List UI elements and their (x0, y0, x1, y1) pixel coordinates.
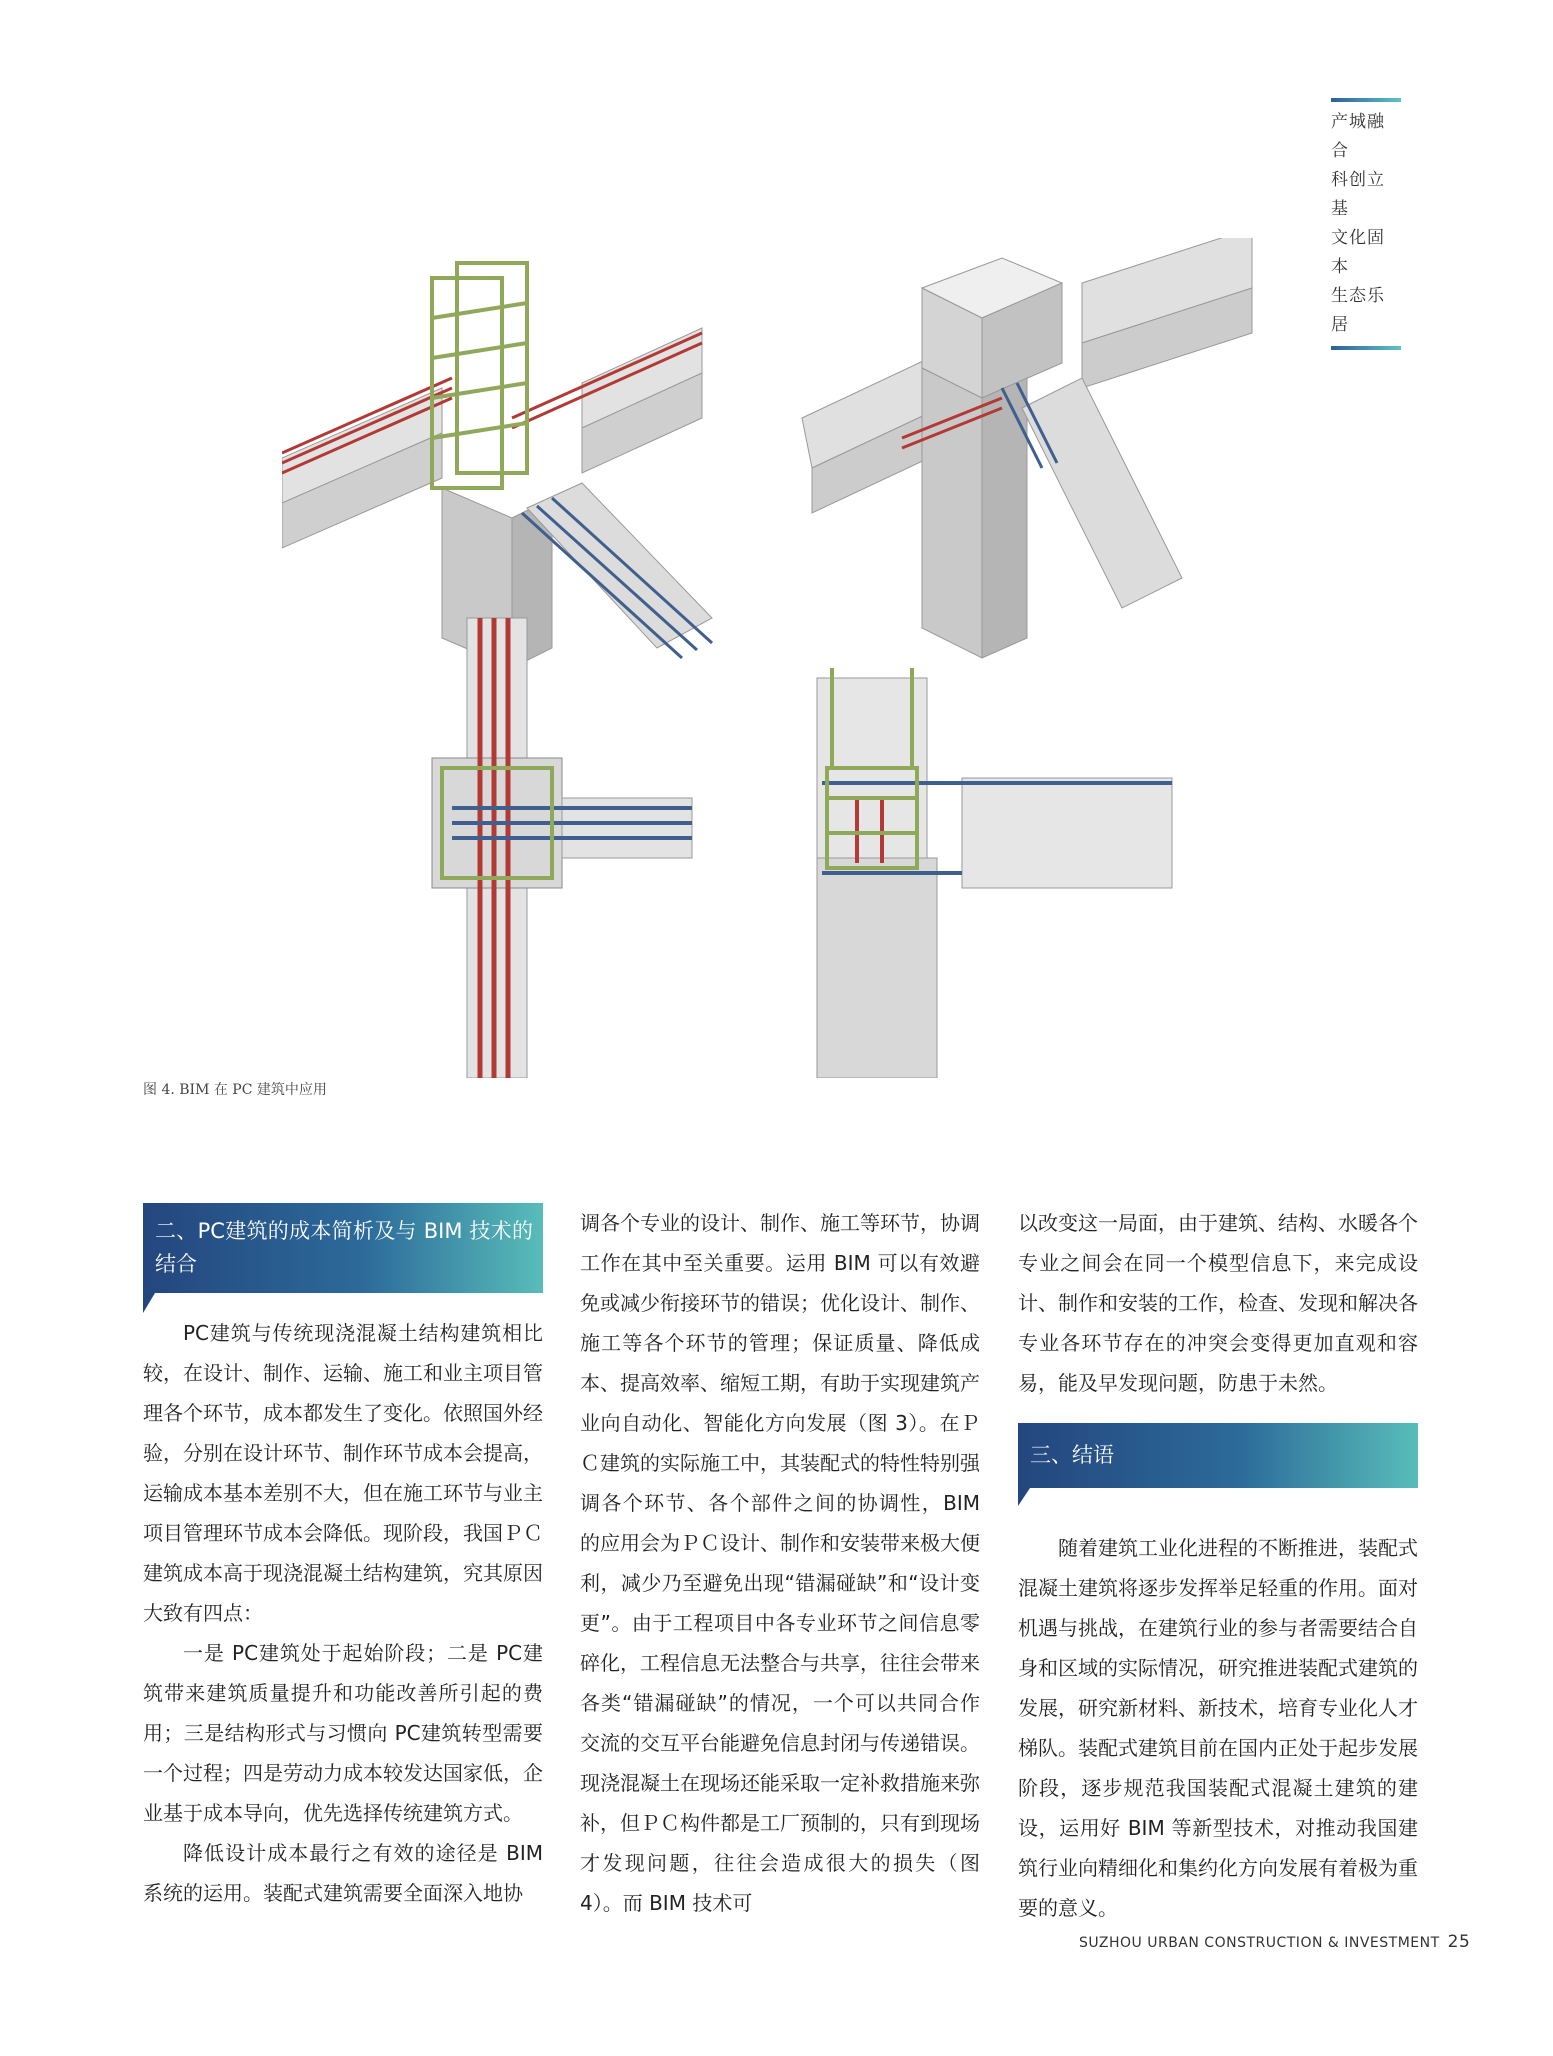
panel-iso-concrete (802, 238, 1252, 658)
section-heading: 三、结语 (1018, 1423, 1418, 1488)
tag-list (1331, 102, 1401, 340)
column-2 (580, 1203, 980, 1923)
side-tag: 产城融合 (1331, 112, 1385, 161)
column-1 (143, 1203, 543, 1913)
tag-bar-bottom (1331, 346, 1401, 350)
column-3 (1018, 1203, 1418, 1928)
paragraph: 随着建筑工业化进程的不断推进，装配式混凝土建筑将逐步发挥举足轻重的作用。面对机遇与挑战，在建筑行业的参与者需要结合自身和区域的实际情况，研究推进装配式建筑的发展，研究新材料、新技术，培育专业化人才梯队。装配式建筑目前在国内正处于起步发展阶段，逐步规范我国装配式混凝土建筑的建设，运用好 BIM 等新型技术，对推动我国建筑行业向精细化和集约化方向发展有着极为重要的意义。 (1018, 1536, 1418, 1920)
panel-plan (432, 618, 692, 1078)
figure-caption: 图 4. BIM 在 PC 建筑中应用 (143, 1082, 327, 1098)
paragraph: PC建筑与传统现浇混凝土结构建筑相比较，在设计、制作、运输、施工和业主项目管理各个环节，成本都发生了变化。依照国外经验，分别在设计环节、制作环节成本会提高，运输成本基本差别不大，但在施工环节与业主项目管理环节成本会降低。现阶段，我国ＰＣ建筑成本高于现浇混凝土结构建筑，究其原因大致有四点： (143, 1321, 543, 1625)
section-heading: 二、PC建筑的成本简析及与 BIM 技术的结合 (143, 1203, 543, 1293)
side-tags (1331, 98, 1401, 350)
side-tag: 文化固本 (1331, 228, 1385, 277)
paragraph: 以改变这一局面，由于建筑、结构、水暖各个专业之间会在同一个模型信息下，来完成设计、制作和安装的工作，检查、发现和解决各专业各环节存在的冲突会变得更加直观和容易，能及早发现问题，防患于未然。 (1018, 1211, 1418, 1395)
side-tag: 生态乐居 (1331, 286, 1385, 335)
panel-iso-rebar (282, 263, 712, 668)
side-tag: 科创立基 (1331, 170, 1385, 219)
bim-figure (282, 238, 1282, 1078)
bim-illustration (282, 238, 1282, 1078)
page-footer (1079, 1932, 1470, 1952)
panel-elevation (817, 668, 1172, 1078)
paragraph: 一是 PC建筑处于起始阶段；二是 PC建筑带来建筑质量提升和功能改善所引起的费用；三是结构形式与习惯向 PC建筑转型需要一个过程；四是劳动力成本较发达国家低，企业基于成本导向，优先选择传统建筑方式。 (143, 1641, 543, 1825)
page-number: 25 (1447, 1932, 1471, 1952)
paragraph: 降低设计成本最行之有效的途径是 BIM 系统的运用。装配式建筑需要全面深入地协 (143, 1841, 543, 1905)
publication-name: SUZHOU URBAN CONSTRUCTION & INVESTMENT (1079, 1935, 1440, 1951)
paragraph: 调各个专业的设计、制作、施工等环节，协调工作在其中至关重要。运用 BIM 可以有效避免或减少衔接环节的错误；优化设计、制作、施工等各个环节的管理；保证质量、降低成本、提高效率、缩短工期，有助于实现建筑产业向自动化、智能化方向发展（图 3）。在ＰＣ建筑的实际施工中，其装配式的特性特别强调各个环节、各个部件之间的协调性，BIM 的应用会为ＰＣ设计、制作和安装带来极大便利，减少乃至避免出现“错漏碰缺”和“设计变更”。由于工程项目中各专业环节之间信息零碎化，工程信息无法整合与共享，往往会带来各类“错漏碰缺”的情况，一个可以共同合作交流的交互平台能避免信息封闭与传递错误。现浇混凝土在现场还能采取一定补救措施来弥补，但ＰＣ构件都是工厂预制的，只有到现场才发现问题，往往会造成很大的损失（图 4）。而 BIM 技术可 (580, 1211, 980, 1915)
